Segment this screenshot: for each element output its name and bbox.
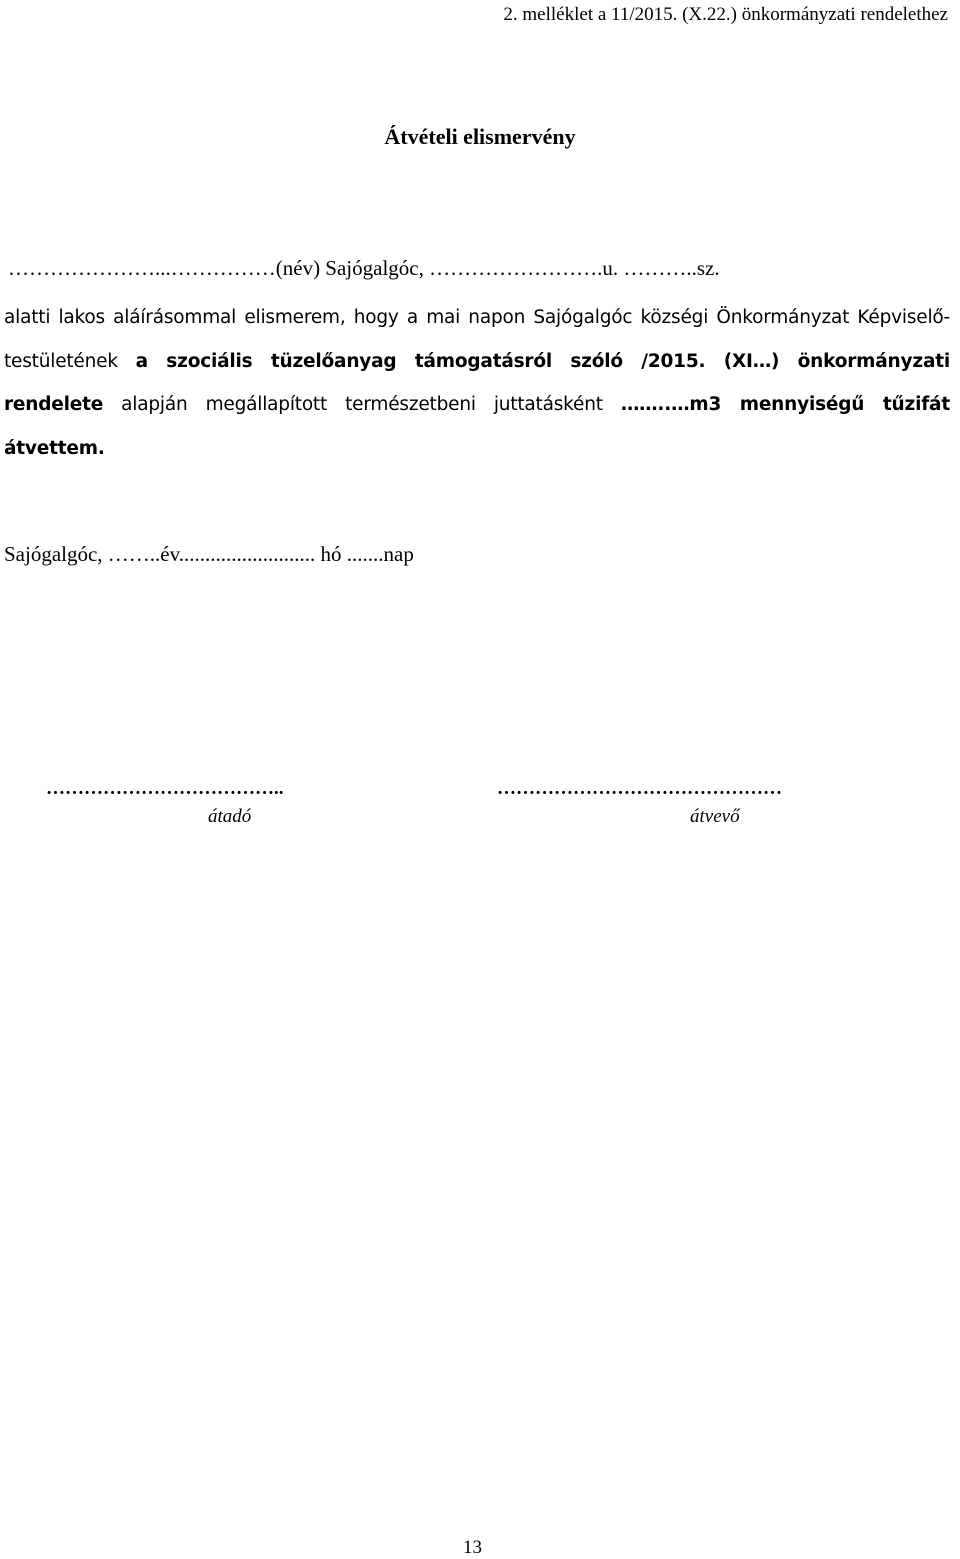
declaration-text-2: alapján megállapított természetbeni juttatásként <box>103 394 621 415</box>
regulation-reference: a szociális tüzelőanyag támogatásról szóló /2015. (XI…) önkormányzati rendelete <box>4 350 951 415</box>
signature-line-right: ……………………………………… <box>497 778 782 799</box>
name-address-line: …………………...……………(név) Sajógalgóc, …………………….u. ………..sz. <box>8 256 720 280</box>
firewood-quantity: ……..…m3 mennyiségű tűzifát átvettem. <box>4 394 950 459</box>
annex-reference: 2. melléklet a 11/2015. (X.22.) önkormányzati rendelethez <box>503 4 948 25</box>
signature-label-recipient: átvevő <box>690 806 740 827</box>
page-number: 13 <box>463 1537 482 1558</box>
place-and-date: Sajógalgóc, ……..év.......................... hó .......nap <box>4 542 414 566</box>
declaration-paragraph <box>4 296 950 470</box>
signature-line-left: ……………………………….. <box>46 778 284 799</box>
declaration-text-1: alatti lakos aláírásommal elismerem, hogy a mai napon Sajógalgóc községi Önkormányzat Képviselő-testületének <box>4 307 950 372</box>
document-title: Átvételi elismervény <box>384 124 576 149</box>
signature-label-handover: átadó <box>208 806 252 827</box>
